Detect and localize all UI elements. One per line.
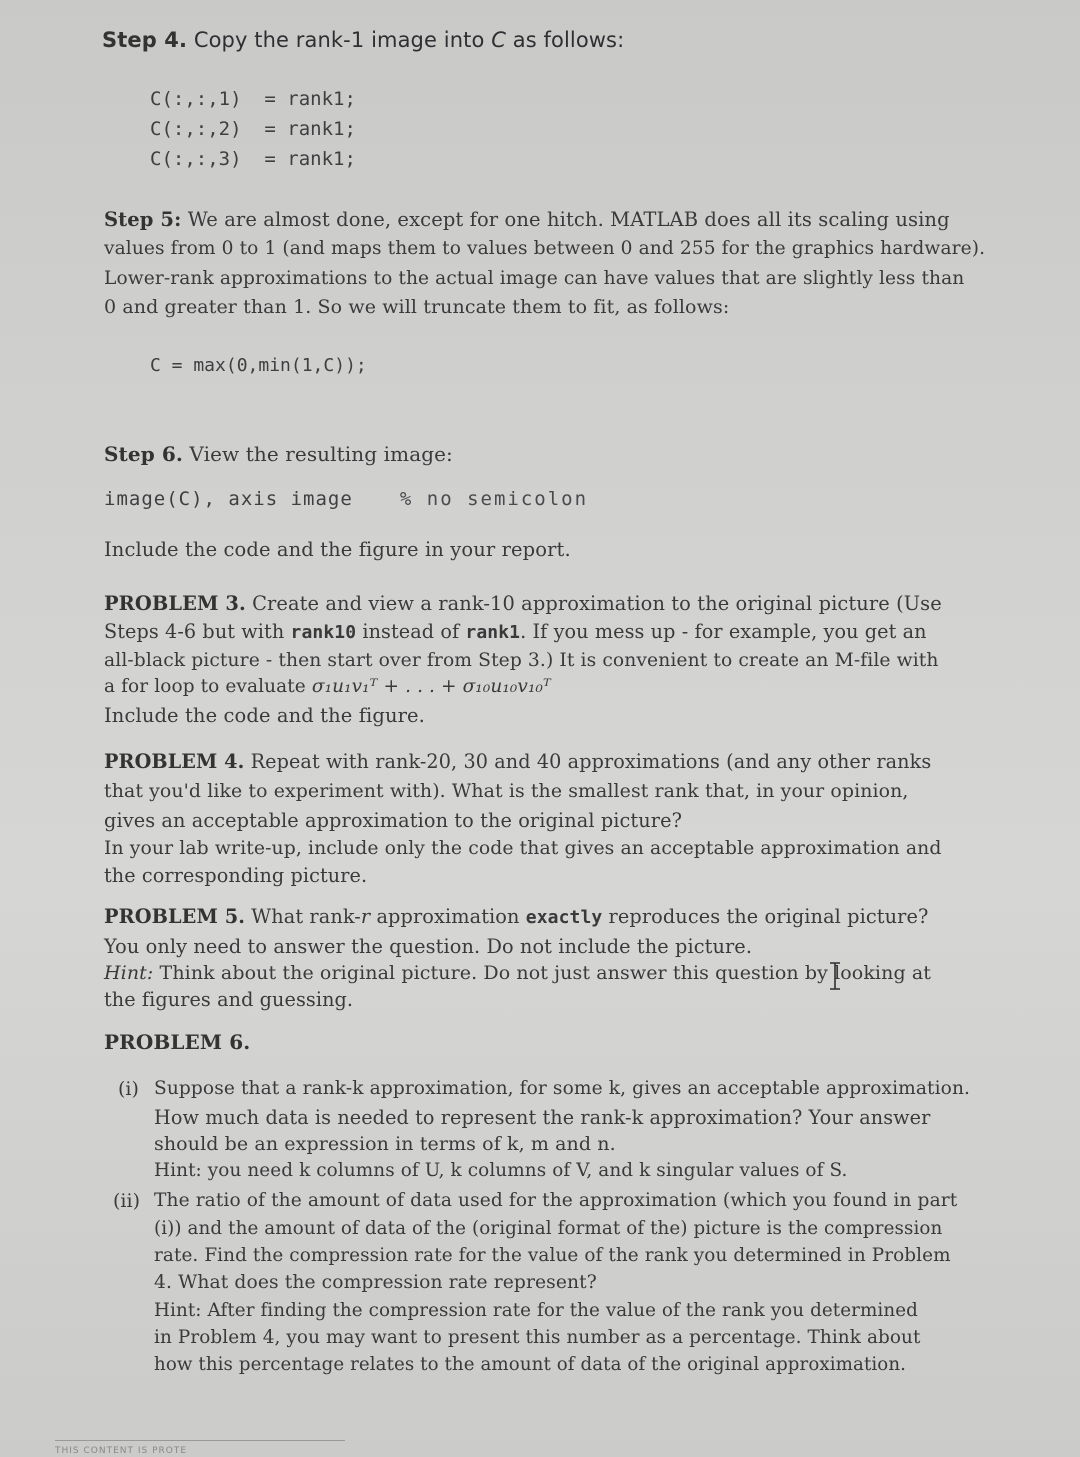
problem3-text: . If you mess up - for example, you get an bbox=[520, 620, 927, 643]
code-rhs: = rank1; bbox=[264, 148, 356, 170]
step6-code bbox=[104, 488, 588, 510]
problem3-label: PROBLEM 3. bbox=[104, 592, 246, 615]
footer-text: THIS CONTENT IS PROTE bbox=[55, 1446, 188, 1456]
step6-comment: % no semicolon bbox=[399, 488, 589, 510]
problem5-line-2: You only need to answer the question. Do not include the picture. bbox=[104, 935, 753, 958]
problem6-item1-number: (i) bbox=[118, 1078, 139, 1100]
step6-heading bbox=[104, 442, 453, 466]
step6-include: Include the code and the figure in your report. bbox=[104, 538, 571, 561]
problem6-item2-line-2: (i)) and the amount of data of the (original format of the) picture is the compression bbox=[154, 1218, 943, 1239]
problem6-item2-line-6: in Problem 4, you may want to present this number as a percentage. Think about bbox=[154, 1327, 921, 1348]
problem4-line-4: In your lab write-up, include only the code that gives an acceptable approximation and bbox=[104, 838, 942, 859]
step5-text: We are almost done, except for one hitch. MATLAB does all its scaling using bbox=[187, 208, 950, 231]
code-rhs: = rank1; bbox=[264, 118, 356, 140]
problem3-text: Create and view a rank-10 approximation to the original picture (Use bbox=[252, 592, 942, 615]
problem5-label: PROBLEM 5. bbox=[104, 905, 246, 928]
problem6-label: PROBLEM 6. bbox=[104, 1030, 251, 1054]
problem5-line-3 bbox=[104, 962, 931, 984]
code-lhs: C(:,:,1) bbox=[150, 88, 242, 110]
step4-heading bbox=[102, 28, 624, 52]
step4-code-2 bbox=[150, 118, 356, 140]
problem6-item1-line-2: How much data is needed to represent the rank-k approximation? Your answer bbox=[154, 1106, 931, 1129]
problem6-item2-line-7: how this percentage relates to the amount of data of the original approximation. bbox=[154, 1354, 907, 1375]
problem3-text: instead of bbox=[356, 620, 466, 643]
code-lhs: C(:,:,3) bbox=[150, 148, 242, 170]
step4-code-1 bbox=[150, 88, 356, 110]
problem4-line-2: that you'd like to experiment with). What is the smallest rank that, in your opinion, bbox=[104, 780, 909, 802]
step5-line-1 bbox=[104, 208, 950, 231]
problem4-line-3: gives an acceptable approximation to the original picture? bbox=[104, 809, 683, 832]
step4-text: Copy the rank-1 image into bbox=[193, 28, 492, 52]
step5-line-3: Lower-rank approximations to the actual image can have values that are slightly less than bbox=[104, 268, 965, 289]
problem5-text: reproduces the original picture? bbox=[602, 905, 929, 928]
step5-label: Step 5: bbox=[104, 208, 182, 231]
step4-var: C bbox=[491, 28, 506, 52]
problem6-item2-number: (ii) bbox=[113, 1190, 140, 1212]
problem5-r: r bbox=[360, 905, 371, 928]
problem4-text: Repeat with rank-20, 30 and 40 approximations (and any other ranks bbox=[250, 750, 932, 773]
problem3-formula: σ₁u₁v₁ᵀ + . . . + σ₁₀u₁₀v₁₀ᵀ bbox=[311, 676, 551, 697]
problem3-line-3: all-black picture - then start over from Step 3.) It is convenient to create an M-file with bbox=[104, 650, 939, 671]
step4-code-3 bbox=[150, 148, 356, 170]
problem6-item2-line-5: Hint: After finding the compression rate for the value of the rank you determined bbox=[154, 1300, 918, 1321]
step4-label: Step 4. bbox=[102, 28, 188, 52]
problem5-exactly: exactly bbox=[525, 907, 603, 928]
code-rank10: rank10 bbox=[290, 622, 357, 643]
problem4-line-1 bbox=[104, 750, 931, 773]
step6-label: Step 6. bbox=[104, 442, 183, 466]
step4-tail: as follows: bbox=[505, 28, 625, 52]
problem6-item1-line-3: should be an expression in terms of k, m and n. bbox=[154, 1133, 616, 1155]
problem5-line-4: the figures and guessing. bbox=[104, 988, 354, 1011]
problem3-line-4 bbox=[104, 676, 551, 697]
step5-line-2: values from 0 to 1 (and maps them to values between 0 and 255 for the graphics hardware). bbox=[104, 238, 986, 259]
problem6-item2-line-3: rate. Find the compression rate for the value of the rank you determined in Problem bbox=[154, 1245, 951, 1266]
code-lhs: C(:,:,2) bbox=[150, 118, 242, 140]
problem6-item2-line-4: 4. What does the compression rate represent? bbox=[154, 1272, 597, 1293]
problem3-line-1 bbox=[104, 592, 942, 615]
problem3-line-5: Include the code and the figure. bbox=[104, 704, 425, 727]
problem5-text: Think about the original picture. Do not just answer this question by looking at bbox=[153, 962, 932, 984]
problem5-text: What rank- bbox=[251, 905, 361, 928]
problem4-label: PROBLEM 4. bbox=[104, 750, 245, 773]
problem5-hint-label: Hint: bbox=[104, 962, 154, 984]
problem4-line-5: the corresponding picture. bbox=[104, 864, 368, 887]
problem3-line-2 bbox=[104, 620, 927, 643]
problem5-text: approximation bbox=[370, 905, 526, 928]
step5-line-4: 0 and greater than 1. So we will truncate them to fit, as follows: bbox=[104, 296, 730, 318]
step5-code: C = max(0,min(1,C)); bbox=[150, 355, 367, 376]
problem6-item2-line-1: The ratio of the amount of data used for the approximation (which you found in part bbox=[154, 1190, 958, 1211]
problem3-text: a for loop to evaluate bbox=[104, 676, 312, 697]
problem6-item1-line-1: Suppose that a rank-k approximation, for some k, gives an acceptable approximation. bbox=[154, 1078, 971, 1099]
step6-text: View the resulting image: bbox=[189, 442, 453, 466]
problem5-line-1 bbox=[104, 905, 928, 928]
step6-code-text: image(C), axis image bbox=[104, 488, 353, 510]
code-rank1: rank1 bbox=[465, 622, 521, 643]
problem6-item1-line-4: Hint: you need k columns of U, k columns of V, and k singular values of S. bbox=[154, 1160, 848, 1181]
footer-divider bbox=[55, 1440, 345, 1441]
problem3-text: Steps 4-6 but with bbox=[104, 620, 291, 643]
text-cursor-icon bbox=[828, 962, 842, 990]
code-rhs: = rank1; bbox=[264, 88, 356, 110]
